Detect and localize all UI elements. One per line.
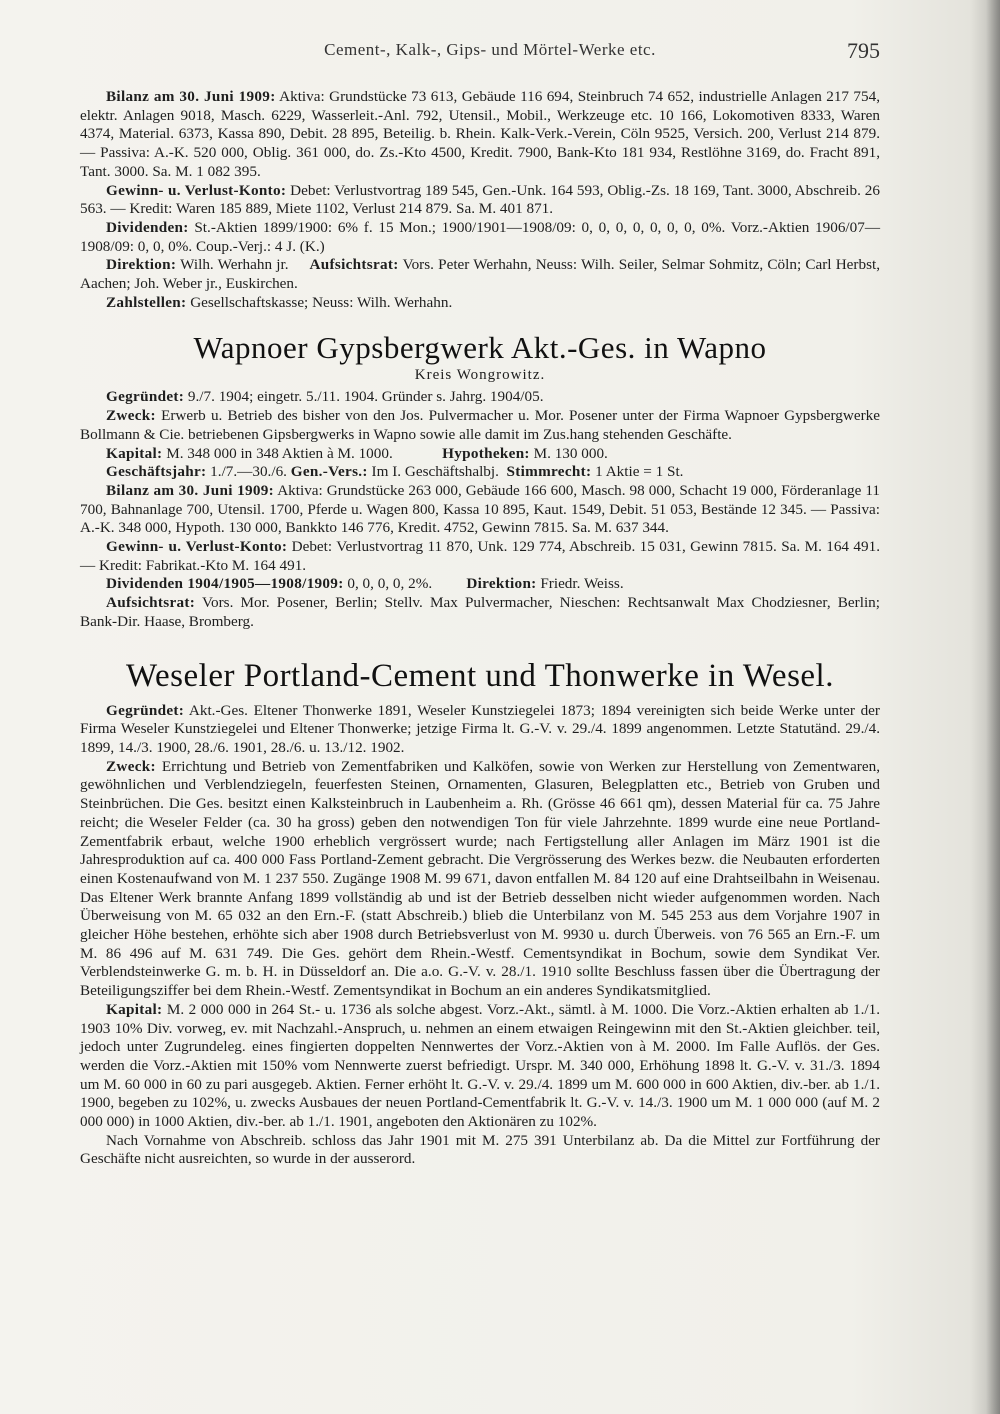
running-header [100, 40, 880, 68]
wapno-gegr-text: 9./7. 1904; eingetr. 5./11. 1904. Gründer s. Jahrg. 1904/05. [187, 388, 544, 406]
wapno-gv-text: Im I. Geschäftshalbj. [371, 463, 499, 481]
wapno-title: Wapnoer Gypsbergwerk Akt.-Ges. in Wapno [193, 330, 767, 366]
wapno-div-label: Dividenden 1904/1905—1908/1909: [106, 575, 344, 593]
wapno-stimm-text: 1 Aktie = 1 St. [595, 463, 684, 481]
wapno-bilanz [80, 482, 880, 538]
prev-zahl-text: Gesellschaftskasse; Neuss: Wilh. Werhahn. [190, 293, 453, 311]
wapno-aufsichtsrat [80, 594, 880, 631]
prev-bilanz-text: Aktiva: Grundstücke 73 613, Gebäude 116 694, Steinbruch 74 652, industrielle Anlagen 217 754, elektr. Anlagen 9018, Masch. 6229, Wasserleit.-Anl. 792, Utensil., Mobil., Werkzeuge etc. 10 166, Lokomotiven 8333, Waren 4374, Material. 6373, Kassa 890, Debit. 28 895, Beteilig. b. Rhein. Kalk-Verk.-Verein, Cöln 9525, Versich. 200, Verlust 214 879. — Passiva: A.-K. 520 000, Oblig. 361 000, do. Zs.-Kto 4500, Kredit. 7900, Bank-Kto 181 934, Restlöhne 3169, do. Fracht 891, Tant. 3000. Sa. M. 1 082 395. [80, 88, 881, 180]
wapno-hyp-label: Hypotheken: [442, 444, 530, 462]
wapno-ar-text: Vors. Mor. Posener, Berlin; Stellv. Max Pulvermacher, Nieschen: Rechtsanwalt Max Chodziesner, Berlin; Bank-Dir. Haase, Bromberg. [80, 594, 880, 630]
prev-direction [80, 256, 880, 293]
wapno-guv-label: Gewinn- u. Verlust-Konto: [106, 538, 288, 556]
wapno-zweck [80, 407, 880, 444]
wapno-dir-label: Direktion: [466, 575, 537, 593]
wapno-gj-label: Geschäftsjahr: [106, 463, 207, 481]
prev-bilanz [80, 88, 880, 182]
wapno-kapital [80, 445, 880, 464]
wesel-gegr-label: Gegründet: [106, 701, 185, 719]
wapno-gj-text: 1./7.—30./6. [210, 463, 287, 481]
wapno-gegr-label: Gegründet: [106, 388, 185, 406]
wapno-geschaeftsjahr [80, 463, 880, 482]
wesel-zweck-text: Errichtung und Betrieb von Zementfabriken und Kalköfen, sowie von Werken zur Herstellung von Zementwaren, gewöhnlichen und Verblendziegeln, feuerfesten Steinen, Ornamenten, Glasuren, Belegplatten etc., Betrieb von Gruben und Steinbrüchen. Die Ges. besitzt einen Kalksteinbruch in Laubenheim a. Rh. (Grösse 46 661 qm), dessen Material für ca. 75 Jahre reicht; die Weseler Felder (ca. 30 ha gross) geben den notwendigen Ton für viele Jahrzehnte. 1899 wurde eine neue Portland-Zementfabrik erbaut, welche 1900 erheblich vergrössert wurde; nach Fertigstellung aller Anlagen im März 1901 ist die Jahresproduktion auf ca. 400 000 Fass Portland-Zement gebracht. Die Vergrösserung des Werkes bezw. die Neubauten erforderten einen Kostenaufwand von M. 1 237 550. Zugänge 1908 M. 99 671, davon entfallen M. 84 120 auf eine Drahtseilbahn in Weisenau. Das Eltener Werk brannte Anfang 1899 vollständig ab und ist der Betrieb desselben nicht wieder aufgenommen worden. Nach Überweisung von M. 65 032 an den Ern.-F. (statt Abschreib.) blieb die Unterbilanz von M. 545 253 aus dem Vorjahre 1907 in gleicher Höhe bestehen, erhöhte sich aber 1908 durch Betriebsverlust von M. 9930 u. durch Überweis. von 76 565 an Ern.-F. um M. 86 496 auf M. 631 749. Die Ges. gehört dem Rhein.-Westf. Cementsyndikat in Bochum, sowie dem Syndikat Ver. Verblendsteinwerke G. m. b. H. in Düsseldorf an. Die a.o. G.-V. v. 28./1. 1910 sollte Beschluss fassen über die Übertragung der Beteiligungsziffer bei dem Rhein.-Westf. Zementsyndikat in Bochum an ein anderes Syndikatsmitglied. [80, 757, 880, 1000]
wapno-gv-label: Gen.-Vers.: [290, 463, 368, 481]
prev-zahlstellen [80, 294, 880, 313]
wapno-zweck-text: Erwerb u. Betrieb des bisher von den Jos. Pulvermacher u. Mor. Posener unter der Firma Wapnoer Gypsbergwerke Bollmann & Cie. betriebenen Gipsbergwerks in Wapno sowie alle damit im Zus.hang stehenden Geschäfte. [80, 407, 880, 443]
wesel-last: Nach Vornahme von Abschreib. schloss das Jahr 1901 mit M. 275 391 Unterbilanz ab. Da die Mittel zur Fortführung der Geschäfte nicht ausreichten, so wurde in der ausserord. [80, 1131, 880, 1168]
wapno-guv-text: Debet: Verlustvortrag 11 870, Unk. 129 774, Abschreib. 15 031, Gewinn 7815. Sa. M. 164 491. — Kredit: Fabrikat.-Kto M. 164 491. [80, 538, 880, 574]
prev-guv [80, 182, 880, 219]
wesel-gegruendet [80, 702, 880, 758]
prev-guv-text: Debet: Verlustvortrag 189 545, Gen.-Unk. 164 593, Oblig.-Zs. 18 169, Tant. 3000, Abschreib. 26 563. — Kredit: Waren 185 889, Miete 1102, Verlust 214 879. Sa. M. 401 871. [80, 181, 880, 218]
wapno-div-text: 0, 0, 0, 0, 2%. [347, 575, 433, 593]
page-number: 795 [847, 38, 880, 63]
wesel-gegr-text: Akt.-Ges. Eltener Thonwerke 1891, Weseler Kunstziegelei 1873; 1894 vereinigten sich beide Werke unter der Firma Weseler Kunstziegelei und Eltener Thonwerke; jetzige Firma lt. G.-V. v. 29./4. 1899 angenommen. Letzte Statutänd. 29./4. 1899, 14./3. 1900, 28./6. 1901, 28./6. u. 13./12. 1902. [80, 701, 880, 756]
wapno-dir-text: Friedr. Weiss. [540, 575, 624, 593]
prev-dir-text: Wilh. Werhahn jr. [180, 256, 289, 274]
wapno-kapital-label: Kapital: [106, 444, 163, 462]
wapno-kapital-text: M. 348 000 in 348 Aktien à M. 1000. [166, 444, 393, 462]
prev-ar-text: Vors. Peter Werhahn, Neuss: Wilh. Seiler, Selmar Sohmitz, Cöln; Carl Herbst, Aachen; Joh. Weber jr., Euskirchen. [80, 256, 880, 293]
wesel-kapital-label: Kapital: [106, 1000, 163, 1018]
prev-guv-label: Gewinn- u. Verlust-Konto: [106, 181, 287, 199]
wapno-bilanz-label: Bilanz am 30. Juni 1909: [106, 481, 275, 499]
running-title: Cement-, Kalk-, Gips- und Mörtel-Werke etc. [324, 40, 656, 59]
prev-ar-label: Aufsichtsrat: [309, 256, 399, 274]
wesel-title: Weseler Portland-Cement und Thonwerke in Wesel. [126, 657, 834, 694]
wapno-subtitle: Kreis Wongrowitz. [414, 367, 546, 384]
wapno-dividends [80, 575, 880, 594]
text-column [80, 88, 880, 1169]
wapno-ar-label: Aufsichtsrat: [106, 594, 196, 612]
prev-div-label: Dividenden: [106, 218, 189, 236]
wapno-hyp-text: M. 130 000. [533, 444, 608, 462]
prev-zahl-label: Zahlstellen: [106, 293, 187, 311]
prev-div-text: St.-Aktien 1899/1900: 6% f. 15 Mon.; 1900/1901—1908/09: 0, 0, 0, 0, 0, 0, 0, 0%. Vorz.-Aktien 1906/07—1908/09: 0, 0, 0%. Coup.-Verj.: 4 J. (K.) [80, 218, 881, 255]
wapno-guv [80, 538, 880, 575]
prev-dir-label: Direktion: [106, 256, 177, 274]
page-edge-shadow [986, 0, 1000, 1414]
prev-dividends [80, 219, 880, 256]
wapno-stimm-label: Stimmrecht: [506, 463, 592, 481]
wapno-zweck-label: Zweck: [106, 407, 156, 425]
wesel-kapital-text: M. 2 000 000 in 264 St.- u. 1736 als solche abgest. Vorz.-Akt., sämtl. à M. 1000. Die Vorz.-Aktien erhalten ab 1./1. 1903 10% Div. vorweg, ev. mit Nachzahl.-Anspruch, u. nehmen an einem etwaigen Reingewinn mit den St.-Aktien gleichber. teil, jedoch unter Zugrundeleg. eines fingierten doppelten Nennwertes der Vorz.-Aktien von à M. 2000. Im Falle Auflös. der Ges. werden die Vorz.-Aktien mit 150% vom Nennwerte zuerst befriedigt. Urspr. M. 340 000, Erhöhung 1898 lt. G.-V. v. 31./3. 1894 um M. 60 000 in 60 zu pari ausgegeb. Aktien. Ferner erhöht lt. G.-V. v. 29./4. 1899 um M. 600 000 in 600 Aktien, div.-ber. ab 1./1. 1900, begeben zu 102%, u. zwecks Ausbaues der neuen Portland-Cementfabrik lt. G.-V. v. 14./3. 1900 um M. 1 000 000 (auf M. 2 000 000) in 1000 Aktien, div.-ber. ab 1./1. 1901, angeboten den Aktionären zu 102%. [80, 1000, 880, 1131]
wesel-zweck-label: Zweck: [106, 757, 156, 775]
prev-bilanz-label: Bilanz am 30. Juni 1909: [106, 88, 276, 105]
wapno-bilanz-text: Aktiva: Grundstücke 263 000, Gebäude 166 600, Masch. 98 000, Schacht 19 000, Förderanlage 11 700, Bahnanlage 700, Utensil. 1700, Pferde u. Wagen 800, Kassa 10 895, Kaut. 1549, Debit. 51 053, Bestände 12 345. — Passiva: A.-K. 348 000, Hypoth. 130 000, Bankkto 146 776, Kredit. 4752, Gewinn 7815. Sa. M. 637 344. [80, 481, 880, 537]
wapno-gegruendet [80, 388, 880, 407]
wesel-zweck [80, 758, 880, 1001]
wesel-kapital [80, 1001, 880, 1132]
